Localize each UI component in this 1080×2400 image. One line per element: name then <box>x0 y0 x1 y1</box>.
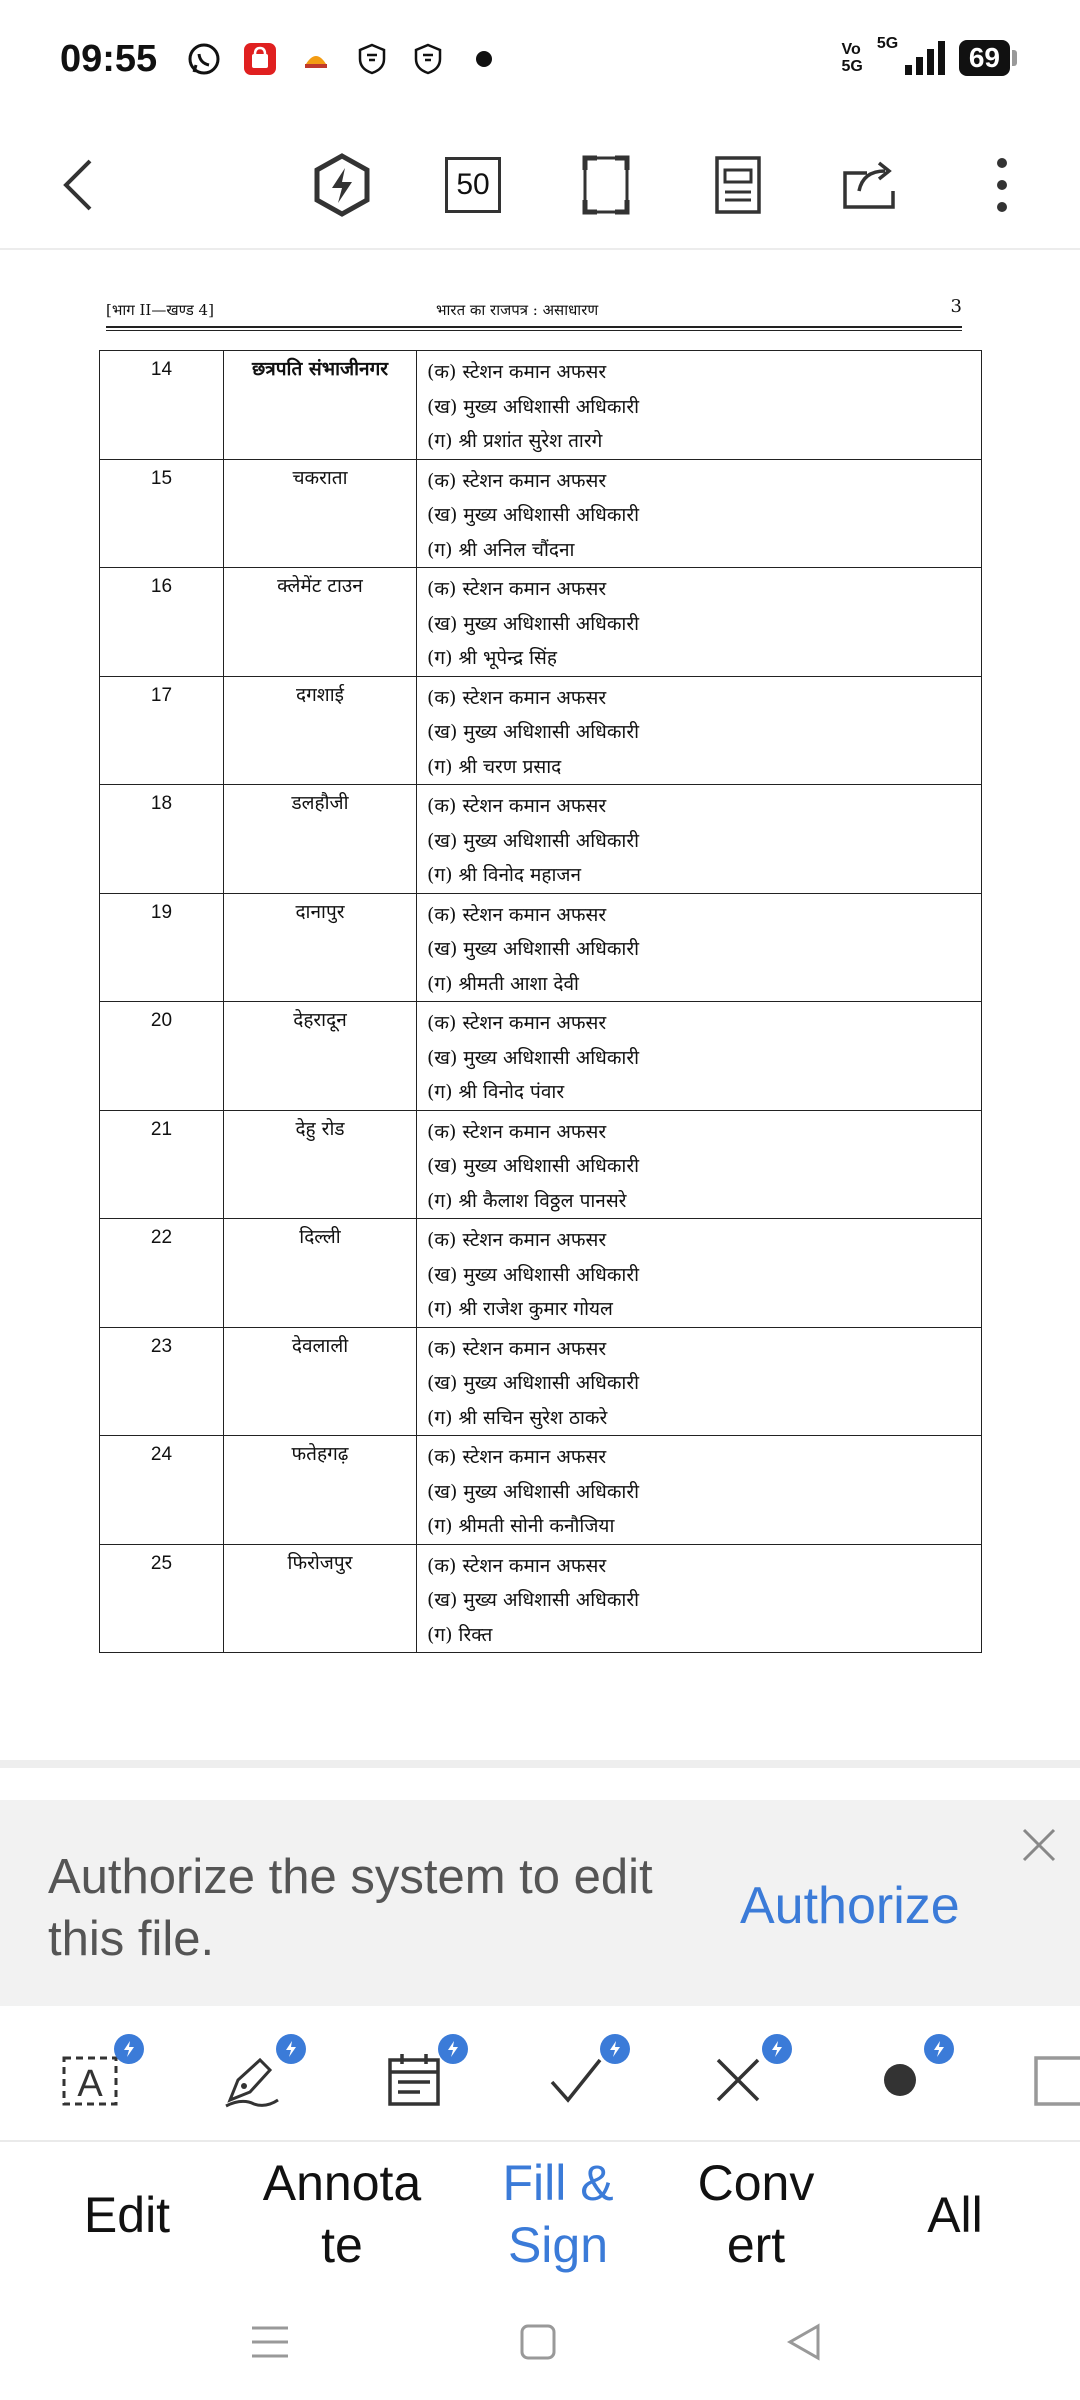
members-cell <box>417 1327 982 1436</box>
row-number: 18 <box>100 785 224 894</box>
checkmark-icon[interactable] <box>536 2040 616 2120</box>
premium-badge-icon <box>276 2034 306 2064</box>
cantonment-name: छत्रपति संभाजीनगर <box>224 351 417 460</box>
row-number: 19 <box>100 893 224 1002</box>
member-line: (ग) श्रीमती सोनी कनौजिया <box>427 1515 615 1537</box>
system-status <box>841 35 1011 76</box>
tab-all[interactable]: All <box>927 2187 983 2243</box>
row-number: 15 <box>100 459 224 568</box>
signal-icon: 5G <box>877 41 945 75</box>
row-number: 16 <box>100 568 224 677</box>
cantonment-name: दानापुर <box>224 893 417 1002</box>
member-line: (क) स्टेशन कमान अफसर <box>427 1120 607 1143</box>
table-row <box>100 1002 982 1111</box>
battery-indicator: 69 <box>959 40 1010 76</box>
header-section: [भाग II—खण्ड 4] <box>106 301 214 319</box>
menu-icon[interactable] <box>240 2312 300 2372</box>
tab-edit[interactable]: Edit <box>83 2187 171 2243</box>
premium-badge-icon <box>600 2034 630 2064</box>
member-line: (ग) श्री विनोद महाजन <box>427 864 582 886</box>
notification-dot-icon <box>465 40 503 78</box>
members-cell <box>417 1002 982 1111</box>
member-line: (ग) श्री अनिल चौंदना <box>427 538 575 561</box>
fullscreen-icon[interactable] <box>566 145 646 225</box>
member-line: (ग) श्री सचिन सुरेश ठाकरे <box>427 1406 608 1429</box>
row-number: 23 <box>100 1327 224 1436</box>
shield-app-icon <box>353 40 391 78</box>
news-app-icon <box>297 40 335 78</box>
tab-convert[interactable]: Conv ert <box>697 2155 815 2273</box>
member-line: (ख) मुख्य अधिशासी अधिकारी <box>427 1372 640 1394</box>
member-line: (क) स्टेशन कमान अफसर <box>427 903 607 926</box>
table-row <box>100 893 982 1002</box>
members-cell <box>417 1110 982 1219</box>
row-number: 25 <box>100 1544 224 1653</box>
row-number: 22 <box>100 1219 224 1328</box>
members-cell <box>417 1544 982 1653</box>
member-line: (क) स्टेशन कमान अफसर <box>427 1229 607 1251</box>
status-bar <box>0 0 1080 120</box>
cantonment-name: चकराता <box>224 459 417 568</box>
members-cell <box>417 351 982 460</box>
row-number: 20 <box>100 1002 224 1111</box>
cantonment-name: क्लेमेंट टाउन <box>224 568 417 677</box>
document-page[interactable] <box>0 252 1080 1762</box>
member-line: (ख) मुख्य अधिशासी अधिकारी <box>427 612 640 635</box>
cantonment-name: दिल्ली <box>224 1219 417 1328</box>
viewer-toolbar <box>0 120 1080 250</box>
page-number-button[interactable]: 50 <box>433 145 513 225</box>
system-nav-bar <box>0 2290 1080 2400</box>
cantonment-name: देहरादून <box>224 1002 417 1111</box>
status-time: 09:55 <box>60 38 158 80</box>
table-row <box>100 676 982 785</box>
pen-annotate-icon[interactable] <box>212 2040 292 2120</box>
member-line: (ग) श्रीमती आशा देवी <box>427 972 579 995</box>
members-cell <box>417 568 982 677</box>
row-number: 21 <box>100 1110 224 1219</box>
svg-text:A: A <box>77 2063 103 2105</box>
close-icon[interactable] <box>1014 1820 1064 1870</box>
member-line: (क) स्टेशन कमान अफसर <box>427 686 607 709</box>
table-row <box>100 1544 982 1653</box>
dot-icon[interactable] <box>860 2040 940 2120</box>
member-line: (क) स्टेशन कमान अफसर <box>427 1446 607 1468</box>
members-cell <box>417 459 982 568</box>
more-icon[interactable] <box>962 145 1042 225</box>
status-notification-icons <box>185 40 503 78</box>
table-row <box>100 459 982 568</box>
premium-badge-icon <box>762 2034 792 2064</box>
share-icon[interactable] <box>830 145 910 225</box>
authorize-message: Authorize the system to edit this file. <box>48 1850 653 1966</box>
table-row <box>100 1219 982 1328</box>
member-line: (ख) मुख्य अधिशासी अधिकारी <box>427 1263 640 1286</box>
member-line: (ख) मुख्य अधिशासी अधिकारी <box>427 829 640 852</box>
header-page-number: 3 <box>950 296 962 317</box>
tab-fill-sign[interactable]: Fill & Sign <box>502 2155 614 2273</box>
member-line: (क) स्टेशन कमान अफसर <box>427 1337 607 1360</box>
member-line: (क) स्टेशन कमान अफसर <box>427 1554 607 1577</box>
volte-label: Vo 5G <box>841 41 863 75</box>
row-number: 14 <box>100 351 224 460</box>
member-line: (ख) मुख्य अधिशासी अधिकारी <box>427 1589 640 1611</box>
cantonment-name: देहु रोड <box>224 1110 417 1219</box>
member-line: (ख) मुख्य अधिशासी अधिकारी <box>427 1046 640 1069</box>
member-line: (ख) मुख्य अधिशासी अधिकारी <box>427 1480 640 1503</box>
bottom-tabs <box>0 2142 1080 2282</box>
cross-icon[interactable] <box>698 2040 778 2120</box>
premium-badge-icon <box>114 2034 144 2064</box>
text-edit-icon[interactable] <box>50 2040 130 2120</box>
member-line: (ग) रिक्त <box>427 1623 493 1646</box>
back-arrow-icon[interactable] <box>38 145 118 225</box>
member-line: (ख) मुख्य अधिशासी अधिकारी <box>427 504 640 526</box>
shield-app-icon-2 <box>409 40 447 78</box>
members-cell <box>417 785 982 894</box>
header-title: भारत का राजपत्र : असाधारण <box>436 301 599 319</box>
cantonment-name: डलहौजी <box>224 785 417 894</box>
table-row <box>100 1327 982 1436</box>
member-line: (क) स्टेशन कमान अफसर <box>427 1012 607 1034</box>
authorize-banner <box>0 1800 1080 2006</box>
back-icon[interactable] <box>774 2312 834 2372</box>
table-row <box>100 1436 982 1545</box>
cantonment-name: फतेहगढ़ <box>224 1436 417 1545</box>
cantonment-name: फिरोजपुर <box>224 1544 417 1653</box>
premium-badge-icon <box>438 2034 468 2064</box>
ai-bolt-icon[interactable] <box>302 145 382 225</box>
members-cell <box>417 1436 982 1545</box>
calendar-icon[interactable] <box>374 2040 454 2120</box>
member-line: (ख) मुख्य अधिशासी अधिकारी <box>427 938 640 960</box>
rectangle-icon[interactable] <box>1020 2040 1080 2120</box>
member-line: (ग) श्री विनोद पंवार <box>427 1081 565 1103</box>
table-row <box>100 568 982 677</box>
member-line: (ग) श्री भूपेन्द्र सिंह <box>427 647 557 669</box>
home-icon[interactable] <box>508 2312 568 2372</box>
row-number: 24 <box>100 1436 224 1545</box>
shopping-bag-icon <box>241 40 279 78</box>
members-cell <box>417 1219 982 1328</box>
member-line: (क) स्टेशन कमान अफसर <box>427 469 607 492</box>
row-number: 17 <box>100 676 224 785</box>
member-line: (ख) मुख्य अधिशासी अधिकारी <box>427 395 640 418</box>
gazette-table <box>99 350 982 1653</box>
member-line: (क) स्टेशन कमान अफसर <box>427 361 607 383</box>
panel-separator <box>0 1760 1080 1768</box>
members-cell <box>417 676 982 785</box>
member-line: (ग) श्री कैलाश विठ्ठल पानसरे <box>427 1189 627 1212</box>
cantonment-name: देवलाली <box>224 1327 417 1436</box>
member-line: (ख) मुख्य अधिशासी अधिकारी <box>427 1155 640 1177</box>
premium-badge-icon <box>924 2034 954 2064</box>
table-row <box>100 1110 982 1219</box>
member-line: (ख) मुख्य अधिशासी अधिकारी <box>427 721 640 743</box>
member-line: (ग) श्री प्रशांत सुरेश तारगे <box>427 430 603 452</box>
tab-annotate[interactable]: Annota te <box>262 2155 422 2273</box>
member-line: (ग) श्री चरण प्रसाद <box>427 755 562 778</box>
member-line: (ग) श्री राजेश कुमार गोयल <box>427 1298 613 1320</box>
cantonment-name: दगशाई <box>224 676 417 785</box>
fill-sign-tools <box>0 2010 1080 2140</box>
member-line: (क) स्टेशन कमान अफसर <box>427 578 607 600</box>
table-row <box>100 351 982 460</box>
member-line: (क) स्टेशन कमान अफसर <box>427 795 607 817</box>
header-rule <box>106 326 962 331</box>
whatsapp-icon <box>185 40 223 78</box>
read-mode-icon[interactable] <box>698 145 778 225</box>
authorize-button[interactable]: Authorize <box>740 1877 960 1935</box>
members-cell <box>417 893 982 1002</box>
table-row <box>100 785 982 894</box>
